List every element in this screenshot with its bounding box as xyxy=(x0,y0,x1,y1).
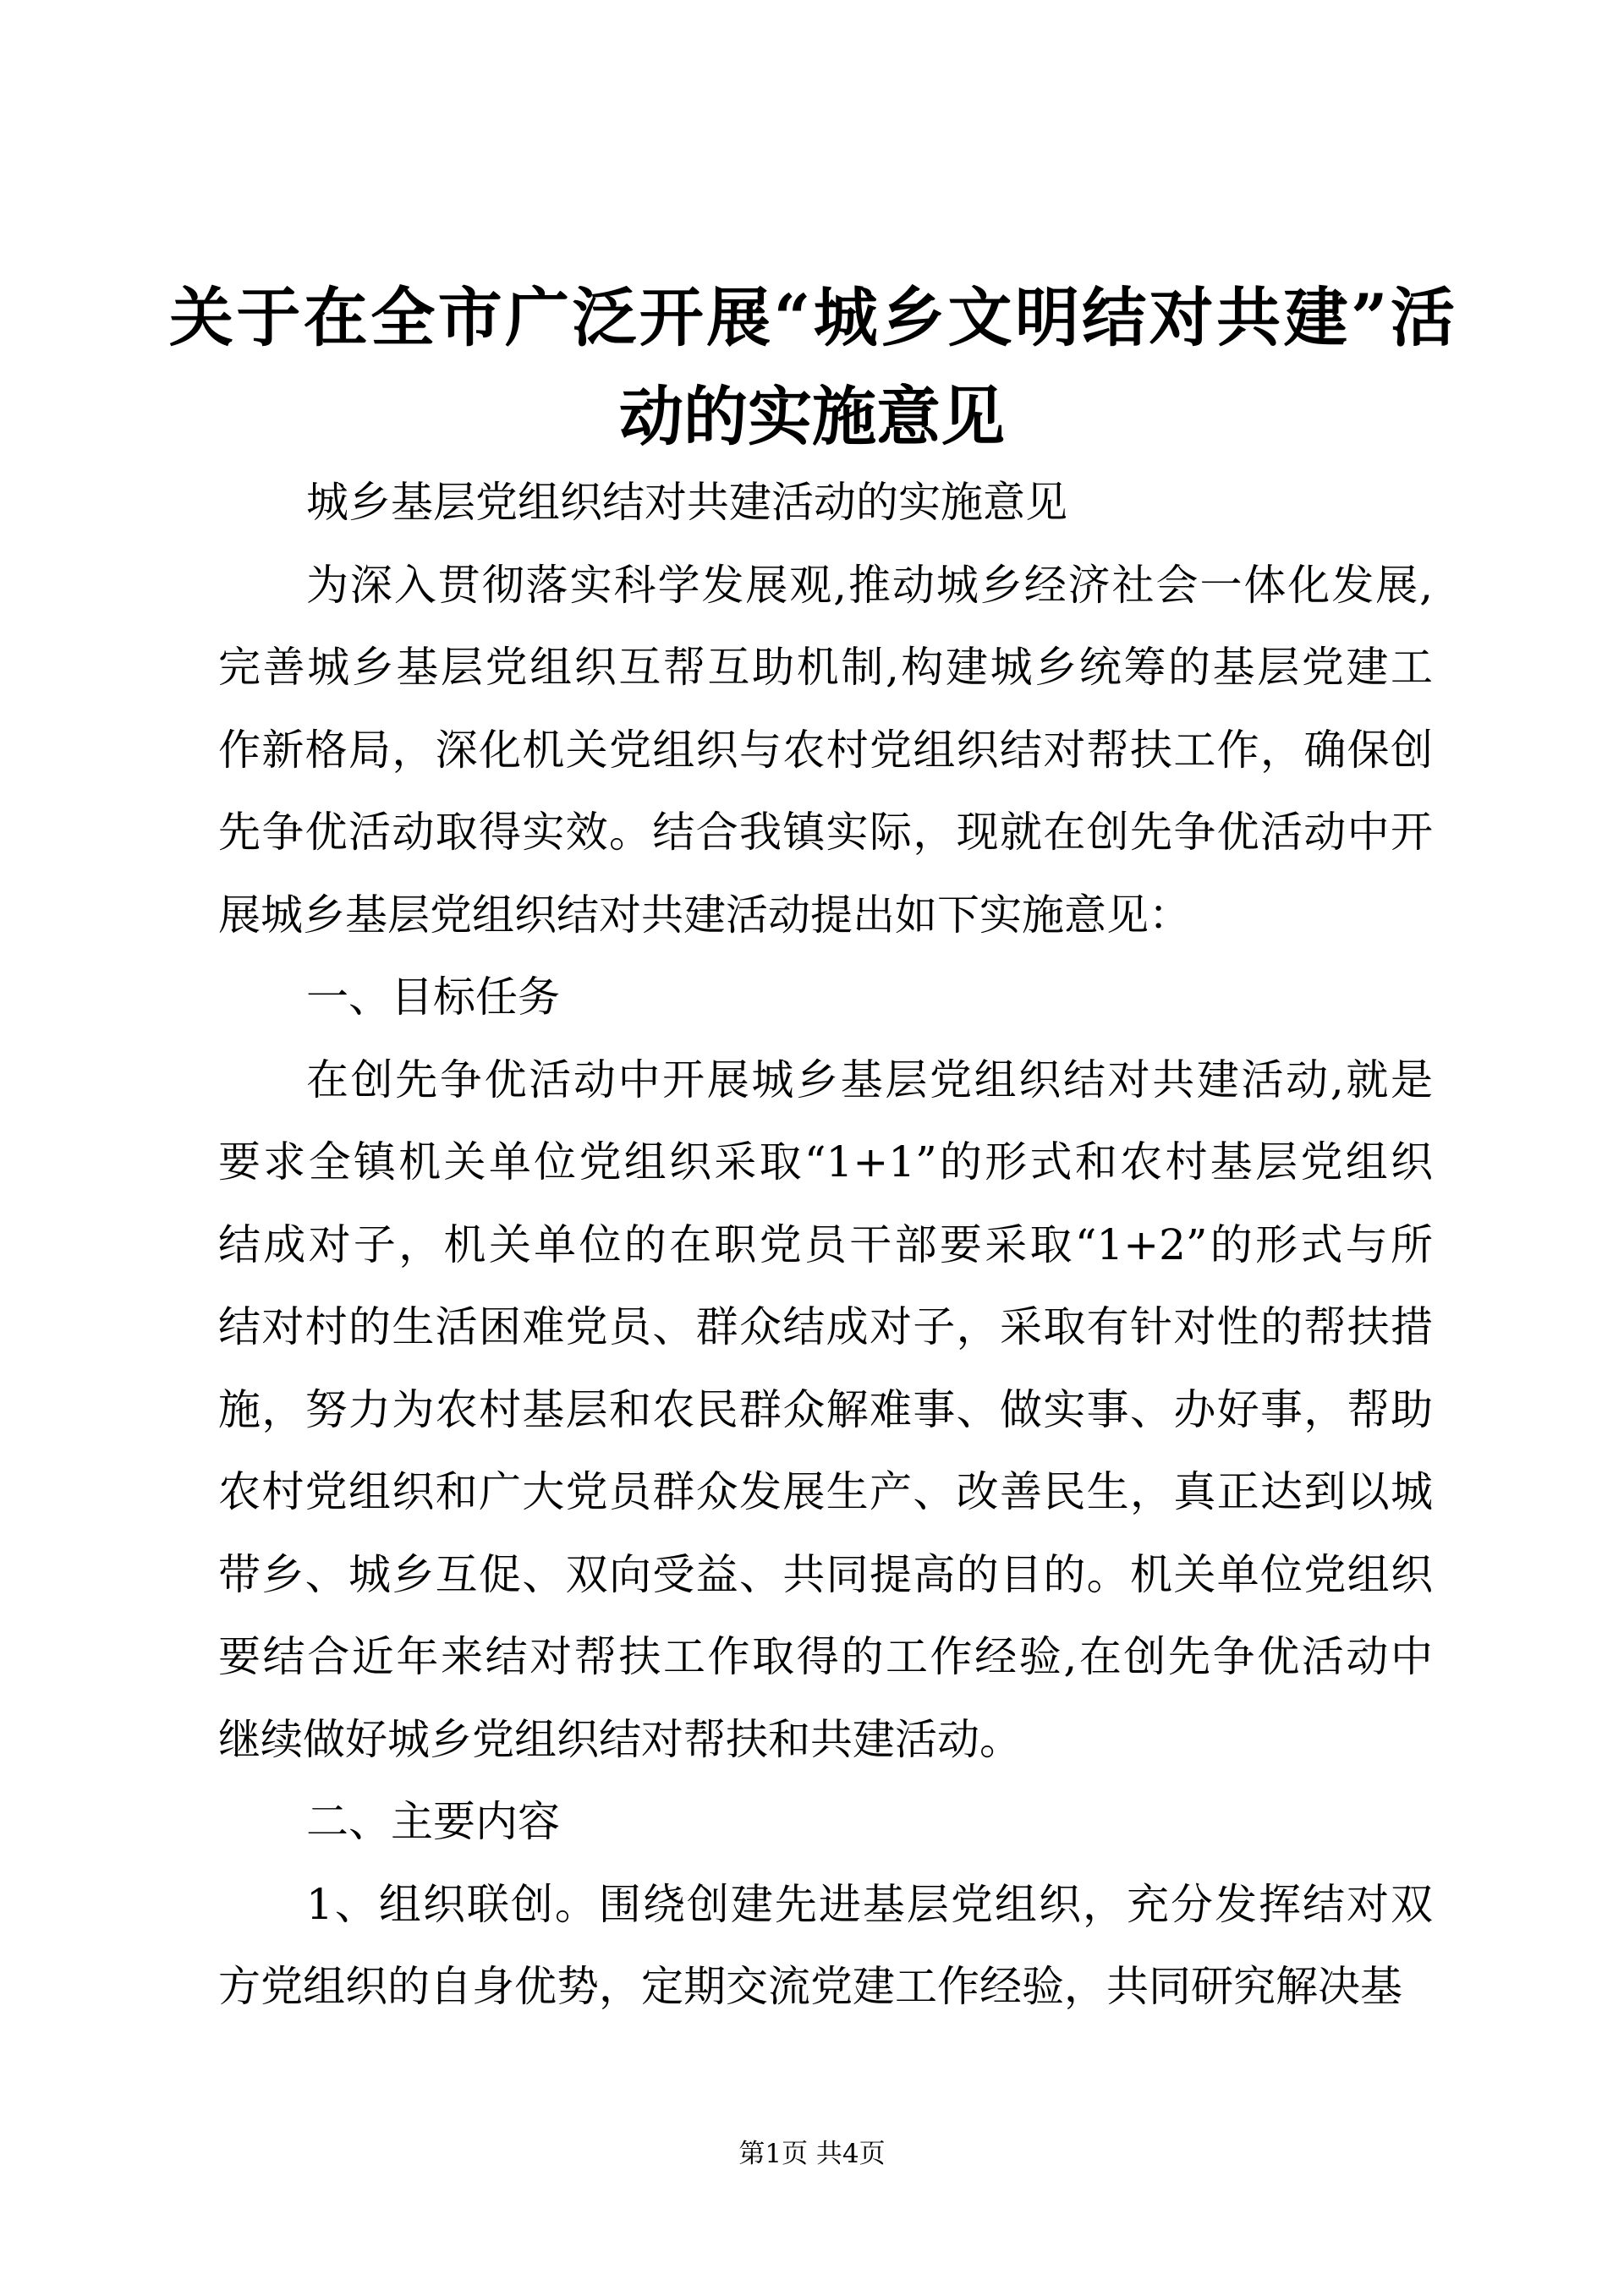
paragraph-line: 继续做好城乡党组织结对帮扶和共建活动。 xyxy=(218,1714,1022,1764)
paragraph-line: 完善城乡基层党组织互帮互助机制,构建城乡统筹的基层党建工 xyxy=(218,643,1433,692)
paragraph xyxy=(218,1039,1433,1782)
paragraph-line: 结成对子，机关单位的在职党员干部要采取“1+2”的形式与所 xyxy=(218,1219,1433,1269)
paragraph xyxy=(218,1864,1433,2029)
paragraph-line: 二、主要内容 xyxy=(306,1797,560,1846)
paragraph-line: 要结合近年来结对帮扶工作取得的工作经验,在创先争优活动中 xyxy=(218,1632,1433,1681)
paragraph xyxy=(218,1781,1433,1864)
paragraph-line: 城乡基层党组织结对共建活动的实施意见 xyxy=(306,478,1067,527)
paragraph xyxy=(218,956,1433,1039)
page-footer: 第1页 共4页 xyxy=(738,2139,886,2169)
paragraph-line: 先争优活动取得实效。结合我镇实际，现就在创先争优活动中开 xyxy=(218,808,1433,857)
paragraph xyxy=(218,462,1433,545)
paragraph-line: 要求全镇机关单位党组织采取“1+1”的形式和农村基层党组织 xyxy=(218,1137,1433,1186)
paragraph-line: 带乡、城乡互促、双向受益、共同提高的目的。机关单位党组织 xyxy=(218,1549,1433,1599)
paragraph-line: 一、目标任务 xyxy=(306,973,560,1022)
title-line: 关于在全市广泛开展“城乡文明结对共建”活 xyxy=(169,280,1455,355)
paragraph-line: 结对村的生活困难党员、群众结成对子，采取有针对性的帮扶措 xyxy=(218,1302,1433,1351)
paragraph-line: 在创先争优活动中开展城乡基层党组织结对共建活动,就是 xyxy=(306,1055,1433,1104)
paragraph xyxy=(218,545,1433,957)
title-line: 动的实施意见 xyxy=(619,379,1005,454)
document-body xyxy=(218,462,1433,2029)
paragraph-line: 施，努力为农村基层和农民群众解难事、做实事、办好事，帮助 xyxy=(218,1384,1433,1434)
document-title xyxy=(169,268,1455,466)
paragraph-line: 作新格局，深化机关党组织与农村党组织结对帮扶工作，确保创 xyxy=(218,725,1433,775)
paragraph-line: 方党组织的自身优势，定期交流党建工作经验，共同研究解决基 xyxy=(218,1962,1402,2011)
paragraph-line: 为深入贯彻落实科学发展观,推动城乡经济社会一体化发展, xyxy=(306,560,1433,610)
paragraph-line: 1、组织联创。围绕创建先进基层党组织，充分发挥结对双 xyxy=(306,1879,1433,1929)
paragraph-line: 展城乡基层党组织结对共建活动提出如下实施意见： xyxy=(218,890,1191,940)
paragraph-line: 农村党组织和广大党员群众发展生产、改善民生，真正达到以城 xyxy=(218,1467,1433,1516)
